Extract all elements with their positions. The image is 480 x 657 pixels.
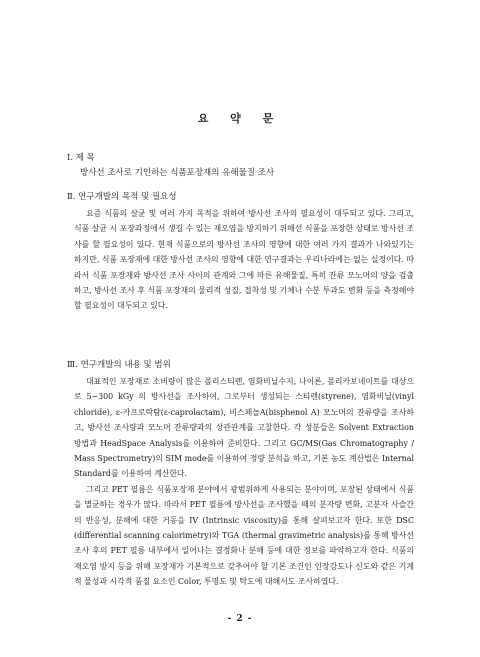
- research-title: 방사선 조사로 기인하는 식품포장재의 유해물질 조사: [80, 168, 275, 178]
- page-number: - 2 -: [227, 614, 253, 624]
- section-3-heading: Ⅲ. 연구개발의 내용 및 범위: [67, 360, 171, 370]
- section-2-body: [74, 206, 414, 314]
- scope-paragraph-1: 대표적인 포장재로 소비량이 많은 폴리스티렌, 염화비닐수지, 나이론, 폴리카보네이트를 대상으로 5~300 kGy 의 방사선을 조사하여, 그로부터 생성되는 스티렌(styrene), 염화비닐(vinyl chloride), ε-카프로락탐(ε-caprolactam), 비스페놀A(bisphenol A) 모노머의 잔류량을 조사하고, 방사선 조사량과 모노머 잔류량과의 상관관계를 고찰한다. 각 성분들은 Solvent Extraction 방법과 HeadSpace Analysis를 이용하여 준비한다. 그리고 GC/MS(Gas Chromatography / Mass Spectrometry)의 SIM mode를 이용하여 정량 분석을 하고, 기본 농도 계산법은 Internal Standard를 이용하여 계산한다.: [74, 377, 414, 479]
- purpose-paragraph: 요즘 식품의 살균 및 여러 가지 목적을 위하여 방사선 조사의 필요성이 대두되고 있다. 그리고, 식품 살균 시 포장과정에서 생길 수 있는 재오염을 방지하기 위해선 식품을 포장한 상태로 방사선 조사를 할 필요성이 있다. 현재 식품으로의 방사선 조사의 영향에 대한 여러 가지 결과가 나와있기는 하지만, 식품 포장재에 대한 방사선 조사의 영향에 대한 연구결과는 우리나라에는 없는 실정이다. 따라서 식품 포장재와 방사선 조사 사이의 관계와 그에 따른 유해물질, 특히 잔류 모노머의 양을 검출하고, 방사선 조사 후 식품 포장재의 물리적 성질, 접착성 및 기체나 수분 투과도 변화 등을 측정해야 할 필요성이 대두되고 있다.: [74, 209, 415, 311]
- section-1-heading: Ⅰ. 제 목: [67, 153, 95, 163]
- document-title: 요 약 문: [197, 112, 283, 125]
- scope-paragraph-2: 그리고 PET 필름은 식품포장재 분야에서 광범위하게 사용되는 분야이며, 포장된 상태에서 식품을 멸균하는 경우가 많다. 따라서 PET 필름에 방사선을 조사했을 때의 분자량 변화, 고분자 사슬간의 반응성, 분해에 대한 거동을 IV (Intrinsic viscosity)를 통해 살펴보고자 한다. 또한 DSC (differential scanning calorimetry)와 TGA (thermal gravimetric analysis)를 통해 방사선 조사 후의 PET 필름 내부에서 일어나는 결정화나 분해 등에 대한 정보를 파악하고자 한다. 식품의 재오염 방지 등을 위해 포장재가 기본적으로 갖추어야 할 기본 조건인 인장강도나 신도와 같은 기계적 물성과 시각적 품질 요소인 Color, 투명도 및 탁도에 대해서도 조사하였다.: [74, 484, 414, 587]
- section-3-body: [74, 374, 414, 590]
- section-2-heading: Ⅱ. 연구개발의 목적 및 필요성: [67, 192, 177, 202]
